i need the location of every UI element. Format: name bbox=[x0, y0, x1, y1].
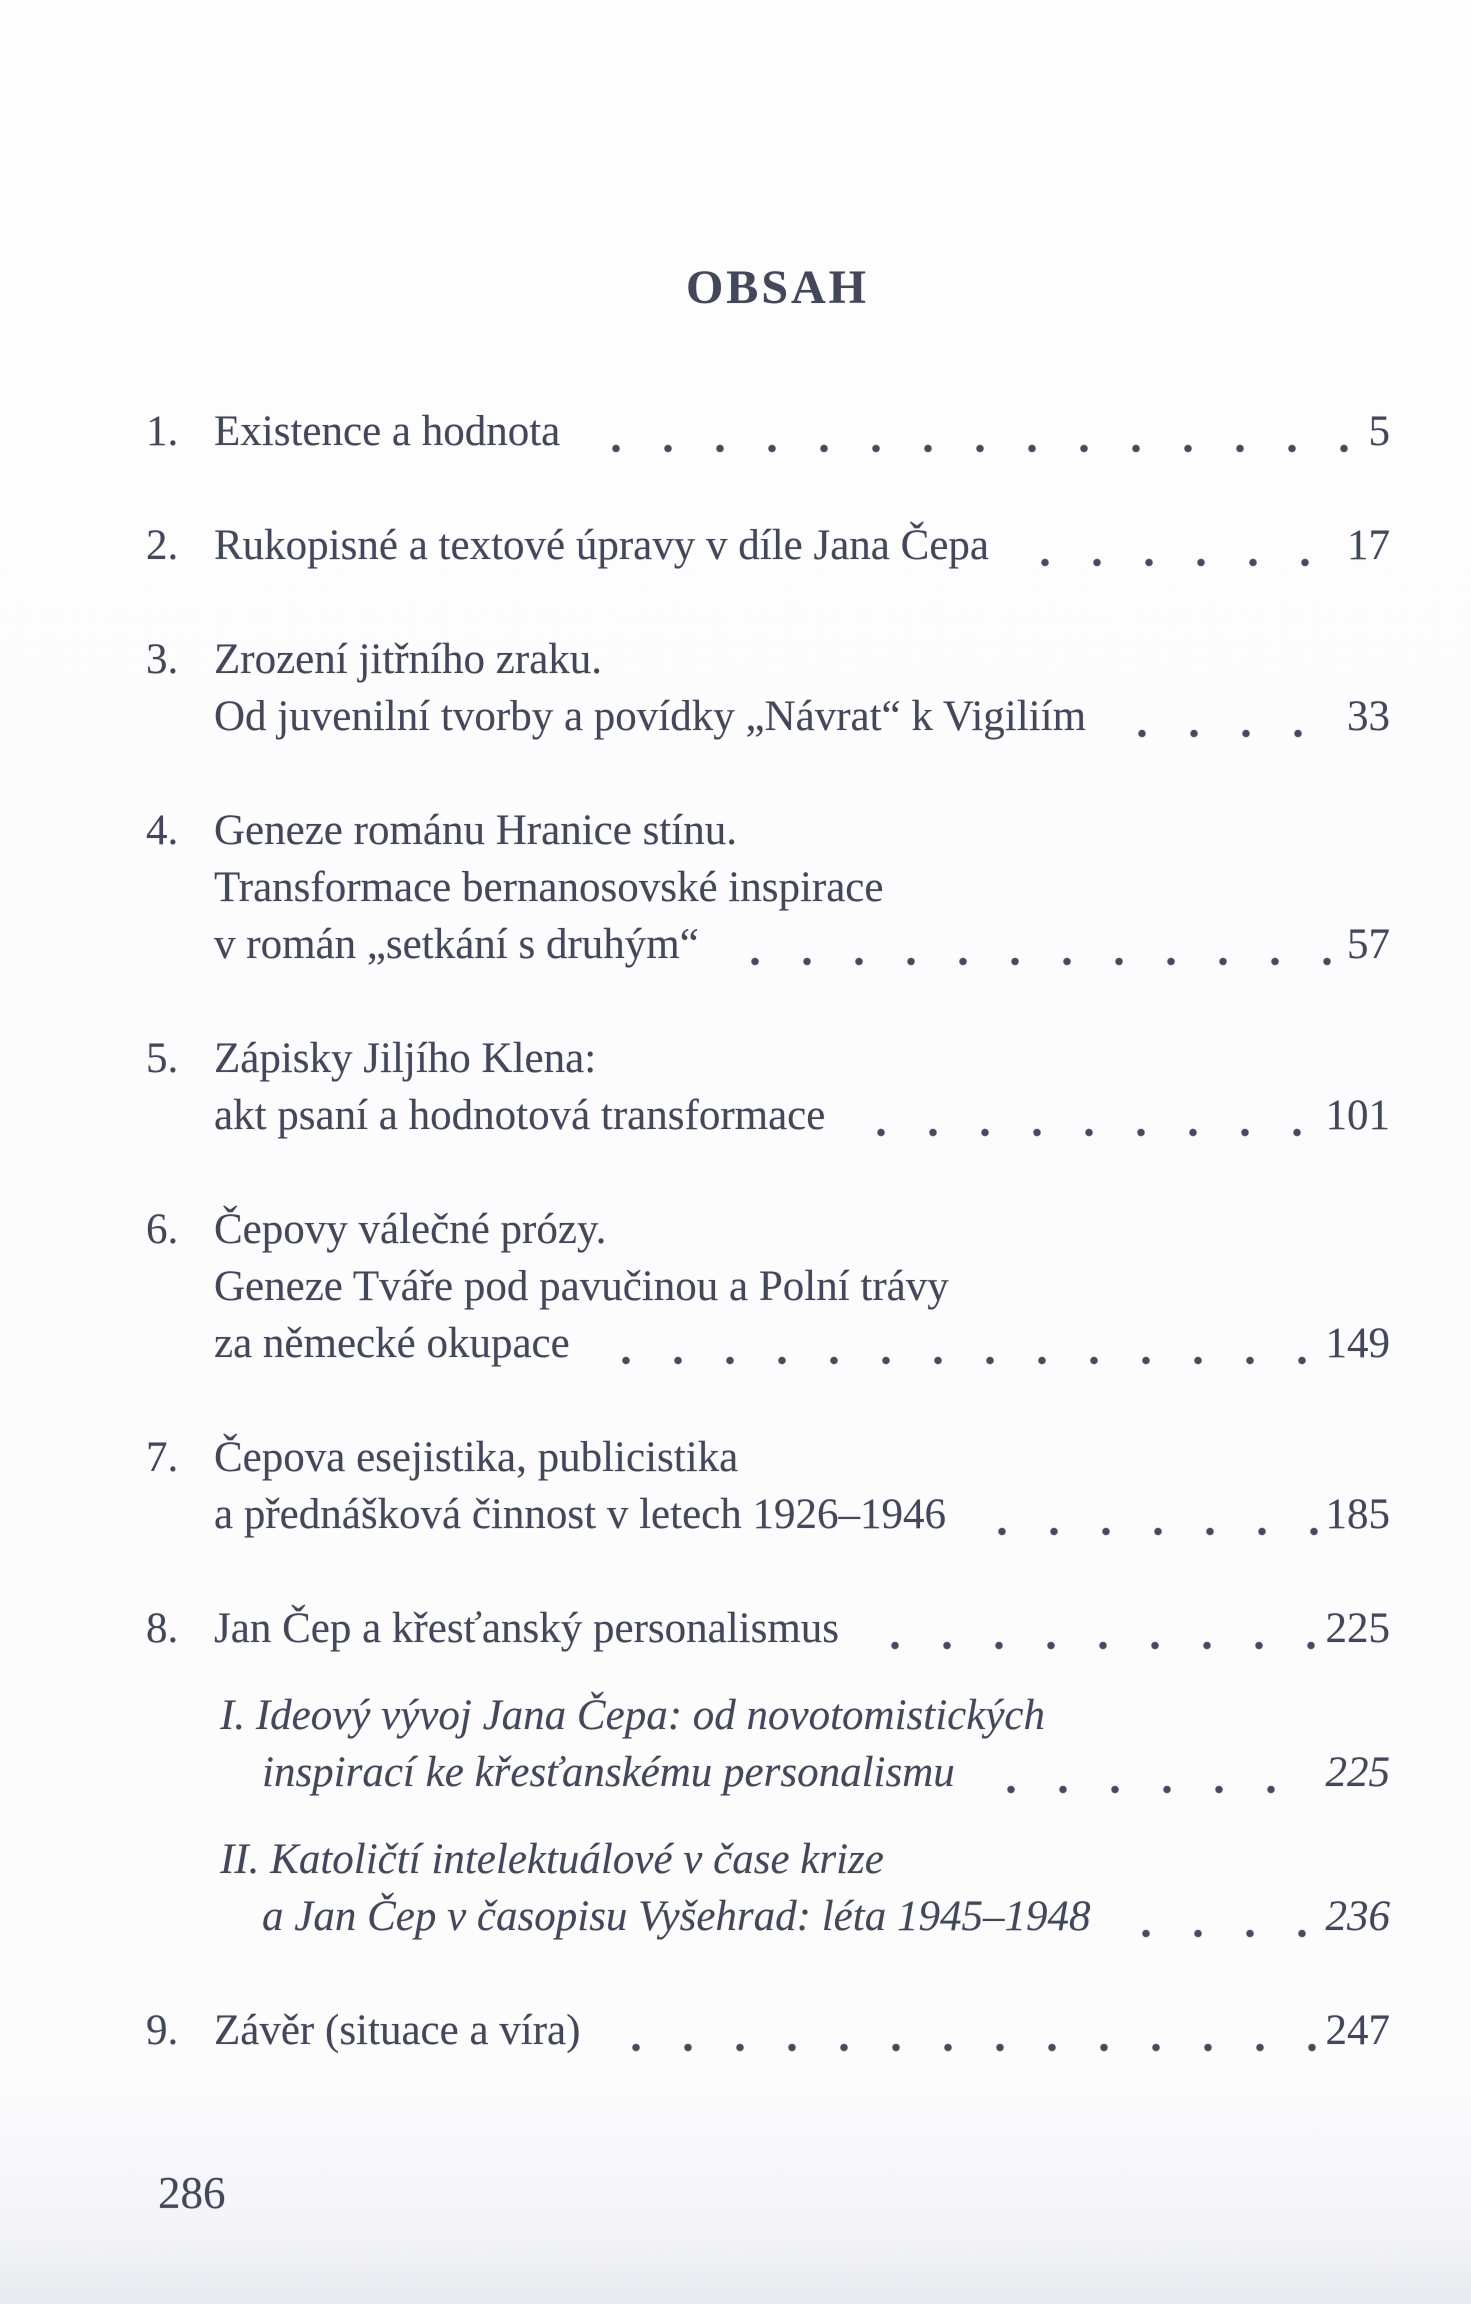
entry-page-number: 17 bbox=[1347, 522, 1390, 569]
entry-number bbox=[146, 1087, 214, 1144]
toc-subentry bbox=[220, 1687, 1390, 1801]
entry-number: 1. bbox=[146, 408, 179, 455]
entry-number: 6. bbox=[146, 1206, 179, 1253]
toc-entry bbox=[146, 802, 1390, 973]
toc-line bbox=[146, 1030, 1390, 1087]
footer-page-number: 286 bbox=[158, 2168, 226, 2218]
entry-text: I. Ideový vývoj Jana Čepa: od novotomistických bbox=[220, 1692, 1046, 1739]
entry-number bbox=[146, 916, 214, 973]
entry-text: v román „setkání s druhým“ bbox=[214, 921, 699, 968]
dot-leader bbox=[1106, 1888, 1317, 1945]
toc-line bbox=[220, 1831, 1390, 1888]
entry-text: Čepova esejistika, publicistika bbox=[214, 1434, 739, 1481]
entry-text: a Jan Čep v časopisu Vyšehrad: léta 1945–1948 bbox=[262, 1893, 1091, 1940]
entry-number: 3. bbox=[146, 636, 179, 683]
entry-text: Transformace bernanosovské inspirace bbox=[214, 864, 884, 911]
entry-page-number: 247 bbox=[1325, 2007, 1390, 2054]
toc-entry bbox=[146, 517, 1390, 574]
entry-text: Zrození jitřního zraku. bbox=[214, 636, 603, 683]
entry-text: Čepovy válečné prózy. bbox=[214, 1206, 607, 1253]
entry-text: Od juvenilní tvorby a povídky „Návrat“ k Vigiliím bbox=[214, 693, 1087, 740]
entry-text: Rukopisné a textové úpravy v díle Jana Čepa bbox=[214, 522, 989, 569]
toc-entry bbox=[146, 1030, 1390, 1144]
toc-line bbox=[146, 1315, 1390, 1372]
toc-entry bbox=[146, 1600, 1390, 1657]
dot-leader bbox=[841, 1087, 1317, 1144]
dot-leader bbox=[855, 1600, 1317, 1657]
dot-leader bbox=[1102, 688, 1339, 745]
entry-text: Existence a hodnota bbox=[214, 408, 561, 455]
entry-number: 8. bbox=[146, 1605, 179, 1652]
toc-line bbox=[146, 1486, 1390, 1543]
entry-text: akt psaní a hodnotová transformace bbox=[214, 1092, 826, 1139]
toc-entry bbox=[146, 1201, 1390, 1372]
entry-text: Jan Čep a křesťanský personalismus bbox=[214, 1605, 840, 1652]
toc-line bbox=[146, 631, 1390, 688]
entry-page-number: 33 bbox=[1347, 693, 1390, 740]
entry-text: a přednášková činnost v letech 1926–1946 bbox=[214, 1491, 947, 1538]
entry-number: 7. bbox=[146, 1434, 179, 1481]
entry-number: 2. bbox=[146, 522, 179, 569]
entry-text: inspirací ke křesťanskému personalismu bbox=[262, 1749, 955, 1796]
toc-entry bbox=[146, 2002, 1390, 2059]
toc-line bbox=[220, 1687, 1390, 1744]
toc-line bbox=[146, 1087, 1390, 1144]
toc-line bbox=[146, 403, 1390, 460]
entry-number: 5. bbox=[146, 1035, 179, 1082]
page-title: OBSAH bbox=[685, 261, 870, 314]
entry-text: II. Katoličtí intelektuálové v čase krize bbox=[220, 1836, 884, 1883]
toc-line bbox=[146, 517, 1390, 574]
toc-line bbox=[146, 916, 1390, 973]
dot-leader bbox=[971, 1744, 1318, 1801]
entry-page-number: 5 bbox=[1368, 408, 1390, 455]
toc-line bbox=[146, 2002, 1390, 2059]
entry-number bbox=[146, 1486, 214, 1543]
entry-page-number: 149 bbox=[1325, 1320, 1390, 1367]
dot-leader bbox=[596, 2002, 1317, 2059]
toc-line bbox=[146, 1429, 1390, 1486]
entry-page-number: 236 bbox=[1325, 1893, 1390, 1940]
toc-line bbox=[146, 1201, 1390, 1258]
dot-leader bbox=[1005, 517, 1339, 574]
dot-leader bbox=[576, 403, 1360, 460]
dot-leader bbox=[715, 916, 1339, 973]
entry-page-number: 57 bbox=[1347, 921, 1390, 968]
entry-page-number: 185 bbox=[1325, 1491, 1390, 1538]
entry-text: Geneze románu Hranice stínu. bbox=[214, 807, 737, 854]
entry-number bbox=[146, 688, 214, 745]
dot-leader bbox=[586, 1315, 1318, 1372]
dot-leader bbox=[962, 1486, 1317, 1543]
toc-line bbox=[146, 802, 1390, 859]
entry-text: Zápisky Jiljího Klena: bbox=[214, 1035, 597, 1082]
entry-number: 9. bbox=[146, 2007, 179, 2054]
entry-page-number: 225 bbox=[1325, 1749, 1390, 1796]
toc-line bbox=[146, 859, 1390, 916]
entry-number: 4. bbox=[146, 807, 179, 854]
toc-subentry bbox=[220, 1831, 1390, 1945]
toc-line bbox=[146, 1258, 1390, 1315]
entry-number bbox=[146, 1315, 214, 1372]
entry-text: Závěr (situace a víra) bbox=[214, 2007, 581, 2054]
entry-page-number: 101 bbox=[1325, 1092, 1390, 1139]
toc-line bbox=[146, 688, 1390, 745]
toc-line bbox=[146, 1600, 1390, 1657]
toc-entry bbox=[146, 631, 1390, 745]
entry-text: Geneze Tváře pod pavučinou a Polní trávy bbox=[214, 1263, 949, 1310]
toc-line bbox=[220, 1888, 1390, 1945]
entry-page-number: 225 bbox=[1325, 1605, 1390, 1652]
toc-list bbox=[146, 403, 1390, 2059]
entry-text: za německé okupace bbox=[214, 1320, 570, 1367]
toc-entry bbox=[146, 1429, 1390, 1543]
toc-line bbox=[220, 1744, 1390, 1801]
toc-entry bbox=[146, 403, 1390, 460]
